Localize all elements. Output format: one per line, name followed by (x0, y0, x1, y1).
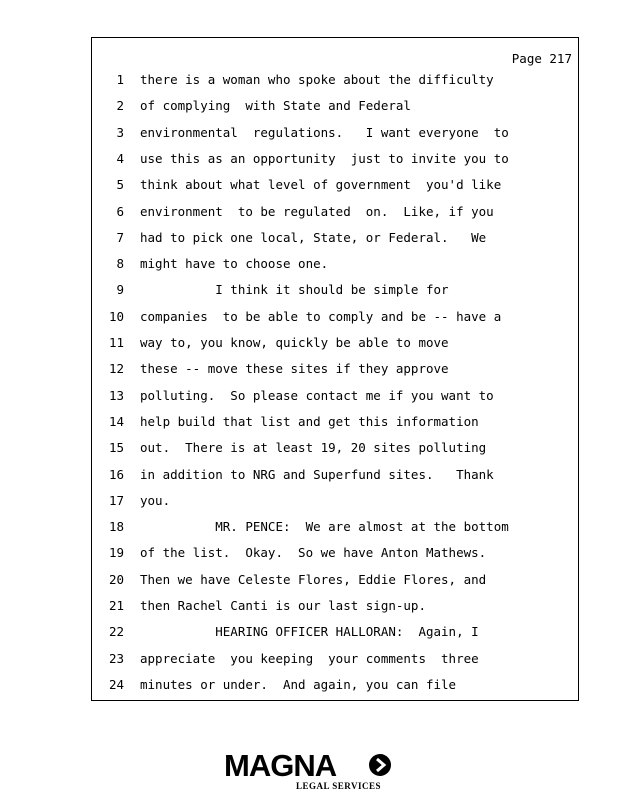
transcript-line (92, 467, 578, 489)
transcript-page (91, 37, 579, 701)
transcript-line (92, 256, 578, 278)
line-number: 19 (108, 545, 124, 561)
logo-wordmark: MAGNA (224, 748, 337, 783)
line-text: use this as an opportunity just to invite you to (140, 150, 509, 166)
transcript-line (92, 624, 578, 646)
transcript-line (92, 388, 578, 410)
transcript-line (92, 598, 578, 620)
line-text: Then we have Celeste Flores, Eddie Flores, and (140, 571, 487, 587)
line-text: out. There is at least 19, 20 sites polluting (140, 440, 487, 456)
line-text: these -- move these sites if they approve (140, 361, 449, 377)
magna-logo (224, 748, 394, 793)
line-text: companies to be able to comply and be -- have a (140, 308, 502, 324)
line-number: 17 (108, 492, 124, 508)
line-text: you. (140, 492, 171, 508)
line-text: minutes or under. And again, you can file (140, 676, 457, 692)
line-text: environment to be regulated on. Like, if you (140, 203, 494, 219)
line-number: 9 (116, 282, 124, 298)
line-number: 15 (108, 440, 124, 456)
line-number: 6 (116, 203, 124, 219)
line-number: 11 (108, 335, 124, 350)
line-number: 10 (108, 308, 124, 324)
line-number: 12 (108, 361, 124, 377)
logo-subtitle: LEGAL SERVICES (296, 781, 381, 791)
transcript-line (92, 440, 578, 462)
line-text: environmental regulations. I want everyone to (140, 124, 509, 140)
line-number: 23 (108, 650, 124, 666)
transcript-line (92, 282, 578, 304)
line-text: of complying with State and Federal (140, 98, 411, 114)
chevron-right-icon (369, 754, 391, 776)
transcript-line (92, 98, 578, 120)
transcript-line (92, 651, 578, 673)
transcript-line (92, 519, 578, 541)
transcript-line (92, 72, 578, 94)
transcript-line (92, 335, 578, 357)
line-text: MR. PENCE: We are almost at the bottom (140, 519, 509, 535)
transcript-line (92, 361, 578, 383)
transcript-line (92, 125, 578, 147)
line-text: in addition to NRG and Superfund sites. Thank (140, 466, 494, 482)
transcript-line (92, 493, 578, 515)
line-number: 22 (108, 624, 124, 640)
line-number: 20 (108, 571, 124, 587)
transcript-line (92, 204, 578, 226)
line-text: then Rachel Canti is our last sign-up. (140, 598, 426, 613)
line-number: 4 (116, 150, 124, 166)
line-number: 2 (116, 98, 124, 114)
line-number: 24 (108, 676, 124, 692)
transcript-line (92, 309, 578, 331)
line-text: think about what level of government you'd like (140, 177, 502, 193)
line-number: 7 (116, 229, 124, 245)
line-text: way to, you know, quickly be able to move (140, 335, 449, 350)
line-number: 8 (116, 256, 124, 272)
line-number: 13 (108, 387, 124, 403)
line-number: 14 (108, 413, 124, 429)
transcript-line (92, 545, 578, 567)
line-number: 18 (108, 519, 124, 535)
line-text: had to pick one local, State, or Federal. We (140, 229, 487, 245)
line-number: 3 (116, 124, 124, 140)
transcript-line (92, 677, 578, 699)
line-text: of the list. Okay. So we have Anton Mathews. (140, 545, 487, 561)
line-text: there is a woman who spoke about the difficulty (140, 72, 494, 87)
line-number: 1 (116, 72, 124, 87)
line-text: help build that list and get this information (140, 413, 479, 429)
line-text: might have to choose one. (140, 256, 329, 272)
page-number: Page 217 (511, 51, 572, 66)
line-text: HEARING OFFICER HALLORAN: Again, I (140, 624, 479, 640)
line-text: appreciate you keeping your comments three (140, 650, 479, 666)
line-number: 21 (108, 598, 124, 613)
line-number: 16 (108, 466, 124, 482)
transcript-line (92, 572, 578, 594)
line-text: polluting. So please contact me if you want to (140, 387, 494, 403)
transcript-line (92, 177, 578, 199)
transcript-line (92, 414, 578, 436)
transcript-line (92, 230, 578, 252)
line-text: I think it should be simple for (140, 282, 449, 298)
transcript-line (92, 151, 578, 173)
line-number: 5 (116, 177, 124, 193)
